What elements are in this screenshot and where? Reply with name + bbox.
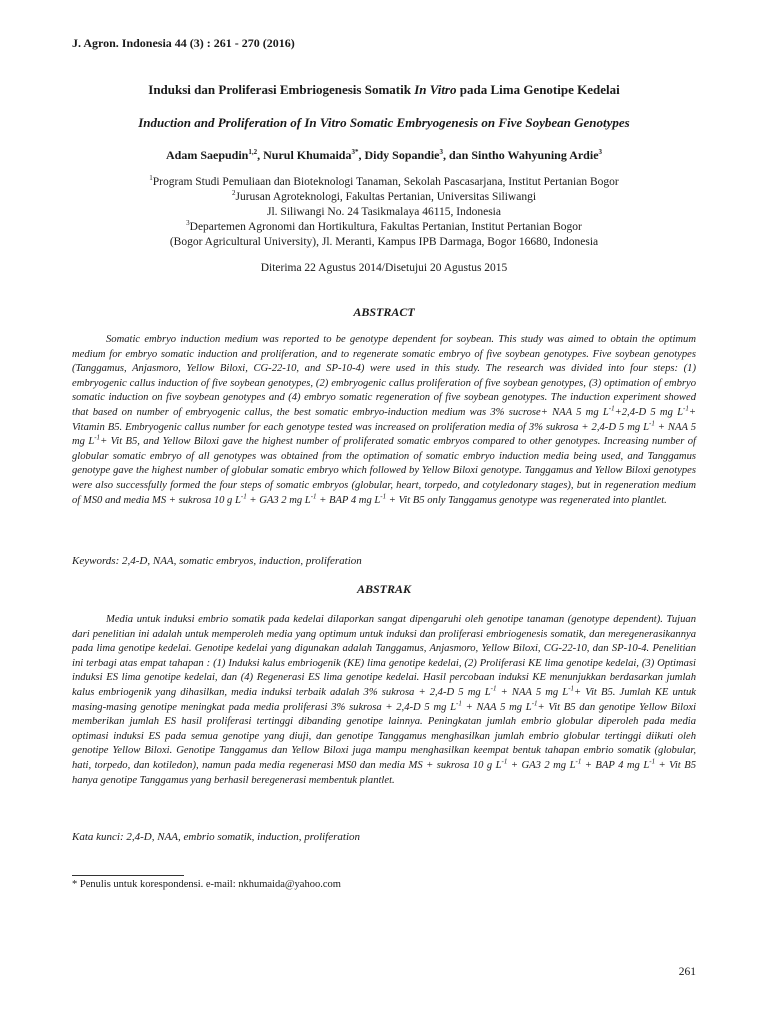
abstrak-text: Media untuk induksi embrio somatik pada kedelai dilaporkan sangat dipengaruhi oleh genotipe tanaman (genotype dependent). Tujuan dari penelitian ini adalah untuk memperoleh media yang optimum untuk induksi dan proliferasi embriogenesis somatik, dan meregenerasikannya pada lima genotipe kedelai. Genotipe kedelai yang digunakan adalah Tanggamus, Anjasmoro, Yellow Biloxi, CG-22-10, dan SP-10-4. Penelitian ini terbagi atas empat tahapan : (1) Induksi kalus embriogenik (KE) lima genotipe kedelai, (2) Proliferasi KE lima genotipe kedelai, (3) Optimasi induksi ES lima genotipe kedelai, dan (4) Regenerasi ES lima genotipe kedelai. Hasil percobaan induksi KE menunjukkan berdasarkan jumlah kalus embriogenik yang dihasilkan, media induksi terbaik adalah 3% sukrosa + 2,4-D 5 mg L: [72, 614, 696, 698]
affiliation-line: (Bogor Agricultural University), Jl. Meranti, Kampus IPB Darmaga, Bogor 16680, Indonesia: [169, 236, 599, 248]
title-english: Induction and Proliferation of In Vitro Somatic Embryogenesis on Five Soybean Genotypes: [138, 115, 630, 130]
affil-mark: 3: [186, 219, 190, 228]
abstract-text: + BAP 4 mg L: [316, 494, 381, 506]
abstrak-text: + GA3 2 mg L: [507, 759, 576, 771]
superscript: -1: [456, 699, 462, 708]
superscript: -1: [380, 492, 387, 500]
superscript: -1: [501, 757, 508, 766]
superscript: -1: [649, 757, 656, 766]
author-list: [72, 148, 696, 163]
abstract-text: + Vit B5, and Yellow Biloxi gave the highest number of proliferated somatic embryos compared to other genotypes. Increasing number of globular somatic embryo of all genotypes was obtained from the optimation of somatic embryo induction media being used, and Tanggamus genotype gave the highest number of globular somatic embryo which followed by Yellow Biloxi genotype. Tanggamus and Yellow Biloxi genotypes were also successfully formed the four steps of somatic embryos (globular, heart, torpedo, and cotyledonary stages), but in regeneration medium of MS0 and media MS + sukrosa 10 g L: [72, 436, 696, 506]
abstract-body: [72, 333, 696, 508]
title-id-part2: pada Lima Genotipe Kedelai: [456, 82, 620, 97]
abstract-text: + NAA 5 mg L: [72, 421, 696, 448]
abstract-text: + Vitamin B5. Embryogenic callus number for each genotype tested was increased on proliferation media of 3% sukrosa + 2,4-D 5 mg L: [72, 406, 696, 433]
superscript: -1: [310, 492, 317, 500]
abstrak-text: + BAP 4 mg L: [581, 759, 650, 771]
superscript: -1: [94, 433, 101, 442]
author-affil-mark: 1,2: [248, 148, 258, 156]
abstrak-body: [72, 613, 696, 788]
abstrak-text: + Vit B5 hanya genotipe Tanggamus yang berhasil beregenerasi membentuk plantlet.: [72, 759, 697, 786]
affil-text: Program Studi Pemuliaan dan Bioteknologi Tanaman, Sekolah Pascasarjana, Institut Pertanian Bogor: [152, 176, 619, 188]
abstrak-text: + Vit B5. Jumlah KE untuk masing-masing genotipe meningkat pada media proliferasi 3% sukrosa + 2,4-D 5 mg L: [72, 686, 697, 713]
affiliation-line: [72, 220, 696, 235]
journal-citation: J. Agron. Indonesia 44 (3) : 261 - 270 (2016): [72, 36, 295, 50]
superscript: -1: [490, 684, 497, 693]
affil-mark: 2: [231, 189, 236, 198]
author-name: , dan Sintho Wahyuning Ardie: [443, 148, 599, 162]
superscript: -1: [575, 757, 582, 766]
kata-kunci: Kata kunci: 2,4-D, NAA, embrio somatik, induction, proliferation: [72, 831, 361, 843]
author-affil-mark: 3: [439, 148, 443, 156]
abstract-heading: ABSTRACT: [353, 305, 415, 319]
footnote: * Penulis untuk korespondensi. e-mail: nkhumaida@yahoo.com: [72, 879, 341, 890]
author-name: Adam Saepudin: [165, 148, 249, 162]
page-number: 261: [678, 966, 696, 978]
superscript: -1: [568, 684, 575, 693]
received-accepted-dates: Diterima 22 Agustus 2014/Disetujui 20 Agustus 2015: [260, 262, 508, 274]
keywords: Keywords: 2,4-D, NAA, somatic embryos, induction, proliferation: [72, 555, 362, 567]
affiliation-line: Jl. Siliwangi No. 24 Tasikmalaya 46115, Indonesia: [267, 206, 501, 218]
abstract-text: + Vit B5 only Tanggamus genotype was regenerated into plantlet.: [386, 494, 667, 506]
footnote-divider: [72, 875, 184, 876]
superscript: -1: [683, 404, 689, 413]
affiliations: [72, 175, 696, 250]
affiliation-line: [72, 190, 696, 205]
title-id-italic: In Vitro: [414, 82, 457, 97]
superscript: -1: [649, 419, 655, 428]
author-name: , Didy Sopandie: [358, 148, 440, 162]
affil-text: Jurusan Agroteknologi, Fakultas Pertanian, Universitas Siliwangi: [235, 191, 537, 203]
superscript: -1: [240, 492, 247, 500]
affiliation-line: [72, 175, 696, 190]
title-indonesian: [72, 82, 696, 98]
affil-mark: 1: [149, 174, 153, 183]
abstract-text: + GA3 2 mg L: [246, 494, 311, 506]
abstrak-heading: ABSTRAK: [356, 582, 412, 596]
title-id-part1: Induksi dan Proliferasi Embriogenesis Somatik: [148, 82, 415, 97]
abstrak-text: + NAA 5 mg L: [496, 686, 569, 698]
author-name: , Nurul Khumaida: [257, 148, 352, 162]
abstract-text: +2,4-D 5 mg L: [614, 406, 683, 418]
author-affil-mark: 3*: [351, 148, 359, 156]
abstrak-text: + Vit B5 dan genotipe Yellow Biloxi memberikan jumlah ES hasil proliferasi tertinggi dibanding genotipe lainnya. Peningkatan jumlah embrio globular diperoleh pada media optimasi induksi ES pada semua genotipe yang diuji, dan genotipe Tanggamus menghasilkan jumlah embrio globular tertinggi diikuti oleh genotipe Yellow Biloxi. Genotipe Tanggamus dan Yellow Biloxi juga mampu menghasilkan keempat bentuk tahapan embrio somatik (globular, hati, torpedo, dan kotiledon), namun pada media regenerasi MS0 dan media MS + sukrosa 10 g L: [72, 701, 697, 771]
superscript: -1: [531, 699, 538, 708]
author-affil-mark: 3: [598, 148, 603, 156]
superscript: -1: [608, 404, 615, 413]
abstract-text: Somatic embryo induction medium was reported to be genotype dependent for soybean. This study was aimed to obtain the optimum medium for embryo somatic induction and proliferation, and to regenerate somatic embryo of five soybean genotypes. Five soybean genotypes (Tanggamus, Anjasmoro, Yellow Biloxi, CG-22-10, and SP-10-4) were used in this study. The research was divided into four steps: (1) embryogenic callus induction of five soybean genotypes, (2) embryogenic callus proliferation of five soybean genotypes, (3) optimation of embryo somatic induction on five soybean genotypes and (4) embryo somatic regeneration of five soybean genotypes. The induction experiment showed that based on number of embryogenic callus, the best somatic embryo-induction medium was 3% sucrose+ NAA 5 mg L: [72, 334, 696, 418]
abstrak-text: + NAA 5 mg L: [461, 701, 532, 713]
affil-text: Departemen Agronomi dan Hortikultura, Fakultas Pertanian, Institut Pertanian Bogor: [189, 221, 582, 233]
